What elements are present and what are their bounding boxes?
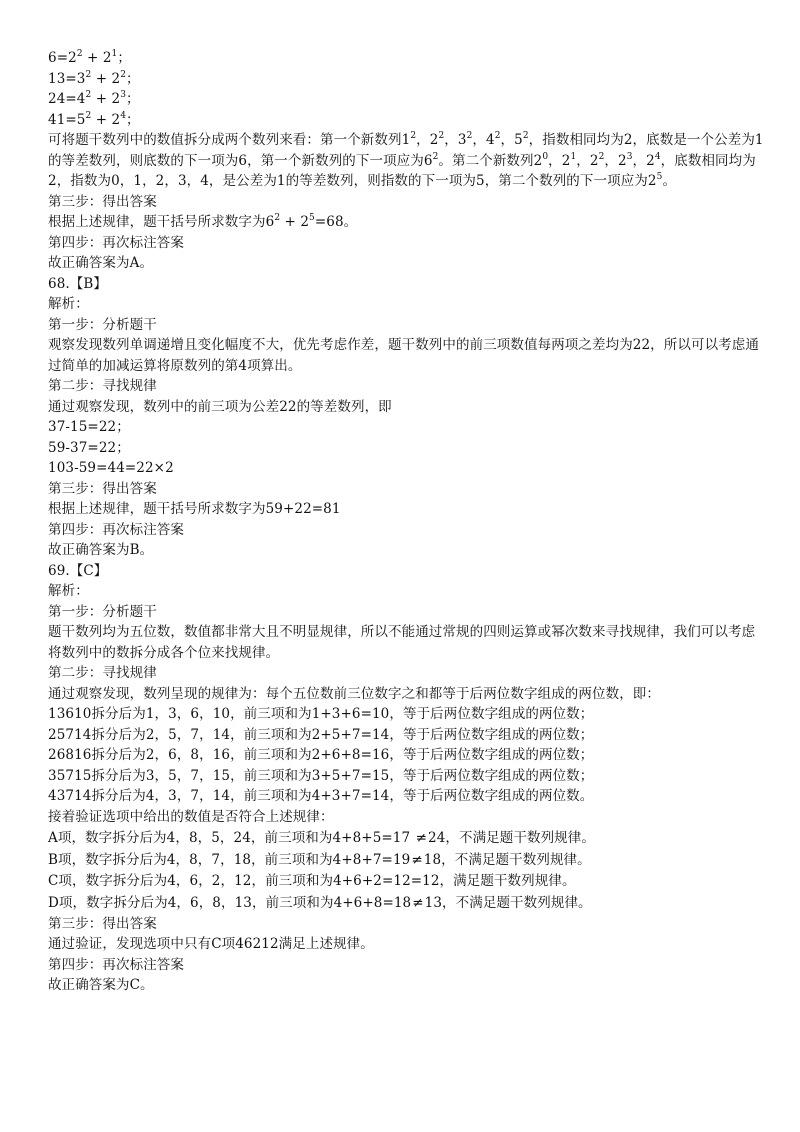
not-equal-symbol: ≠ <box>415 830 427 846</box>
text-run: 13，不满足题干数列规律。 <box>424 894 592 911</box>
text-run: 2 <box>68 50 77 66</box>
text-run: 26816拆分后为2，6，8，16，前三项和为2+6+8=16，等于后两位数字组成的两位数； <box>48 747 594 763</box>
superscript: 2 <box>76 49 83 59</box>
text-run: 69.【C】 <box>48 562 108 579</box>
text-run: + 2 <box>91 70 121 87</box>
text-run: ； <box>126 111 140 128</box>
superscript: 2 <box>85 110 92 121</box>
text-run: 第四步：再次标注答案 <box>48 234 184 251</box>
text-line <box>48 849 768 871</box>
text-line <box>48 48 768 69</box>
text-line <box>48 294 768 315</box>
text-run: 24，不满足题干数列规律。 <box>428 830 595 846</box>
text-run: 59-37=22； <box>48 439 130 456</box>
text-line <box>48 438 768 459</box>
text-run: 题干数列均为五位数，数值都非常大且不明显规律，所以不能通过常规的四则运算或幂次数来寻找规律，我们可以考虑将数列中的数拆分成各个位来找规律。 <box>48 624 756 661</box>
text-run: 通过观察发现，数列呈现的规律为：每个五位数前三位数字之和都等于后两位数字组成的两位数，即： <box>48 685 660 702</box>
superscript: 4 <box>654 151 661 162</box>
text-run: 第三步：得出答案 <box>48 480 157 497</box>
text-line <box>48 376 768 397</box>
text-run: 解析： <box>48 583 89 599</box>
superscript: 5 <box>309 213 315 223</box>
text-run: 接着验证选项中给出的数值是否符合上述规律： <box>48 808 334 825</box>
superscript: 3 <box>120 90 127 100</box>
text-line <box>48 955 768 976</box>
text-run: 可将题干数列中的数值拆分成两个数列来看：第一个新数列 <box>48 132 402 148</box>
text-run: 解析： <box>48 296 89 312</box>
text-run: 25714拆分后为2，5，7，14，前三项和为2+5+7=14，等于后两位数字组成的两位数； <box>48 726 594 743</box>
text-run: 故正确答案为C。 <box>48 977 154 993</box>
text-line <box>48 561 768 582</box>
text-run: 第四步：再次标注答案 <box>48 956 184 973</box>
text-line <box>48 233 768 254</box>
text-run: =68。 <box>314 214 358 230</box>
text-run: 6 <box>265 214 275 230</box>
text-line <box>48 499 768 520</box>
text-run: + 2 <box>91 91 121 107</box>
text-run: 通过验证，发现选项中只有C项46212满足上述规律。 <box>48 936 374 952</box>
text-run: ，2 <box>576 152 599 169</box>
text-line <box>48 520 768 541</box>
text-run: 2 <box>647 173 657 189</box>
superscript: 2 <box>432 151 439 162</box>
text-line <box>48 622 768 663</box>
text-run: 第二步：寻找规律 <box>48 665 157 681</box>
text-line <box>48 892 768 914</box>
text-run: 第四步：再次标注答案 <box>48 521 184 538</box>
text-line <box>48 458 768 479</box>
text-line <box>48 684 768 705</box>
text-run: ，3 <box>444 132 467 148</box>
superscript: 2 <box>598 151 605 162</box>
text-run: 13= <box>48 70 77 87</box>
text-run: 观察发现数列单调递增且变化幅度不大，优先考虑作差，题干数列中的前三项数值每两项之差均为22，所以可以考虑通过简单的加减运算将原数列的第4项算出。 <box>48 337 759 374</box>
text-line <box>48 725 768 746</box>
text-line <box>48 934 768 955</box>
text-run: 1 <box>401 132 411 148</box>
superscript: 2 <box>522 131 529 141</box>
text-run: 根据上述规律，题干括号所求数字为 <box>48 214 266 230</box>
text-run: 4 <box>76 91 86 107</box>
text-line <box>48 397 768 418</box>
text-run: ，2 <box>416 132 439 148</box>
text-line <box>48 130 768 192</box>
text-line <box>48 89 768 110</box>
text-run: 通过观察发现，数列中的前三项为公差22的等差数列，即 <box>48 398 392 415</box>
text-run: D项，数字拆分后为4，6，8，13，前三项和为4+6+8=18 <box>48 894 412 911</box>
text-line <box>48 663 768 684</box>
text-run: 第一步：分析题干 <box>48 316 157 333</box>
superscript: 2 <box>85 69 92 80</box>
superscript: 2 <box>438 131 445 141</box>
text-line <box>48 315 768 336</box>
text-run: 41= <box>48 111 77 128</box>
superscript: 1 <box>111 49 118 59</box>
not-equal-symbol: ≠ <box>412 894 424 911</box>
text-line <box>48 335 768 376</box>
text-run: 37-15=22； <box>48 419 130 435</box>
text-line <box>48 253 768 274</box>
superscript: 2 <box>466 131 473 141</box>
text-line <box>48 212 768 233</box>
text-run: ； <box>126 91 140 107</box>
text-line <box>48 540 768 561</box>
text-run: 35715拆分后为3，5，7，15，前三项和为3+5+7=15，等于后两位数字组成的两位数； <box>48 767 594 784</box>
superscript: 2 <box>120 69 127 80</box>
text-run: 18，不满足题干数列规律。 <box>423 852 591 868</box>
text-line <box>48 479 768 500</box>
text-line <box>48 69 768 90</box>
text-line <box>48 871 768 892</box>
text-run: ，2 <box>632 152 655 169</box>
text-run: 故正确答案为A。 <box>48 255 154 271</box>
text-run: ，2 <box>548 152 571 169</box>
text-line <box>48 417 768 438</box>
text-run: 2 <box>533 152 543 169</box>
text-line <box>48 192 768 213</box>
superscript: 0 <box>542 151 549 162</box>
text-run: ，4 <box>472 132 495 148</box>
text-run: 13610拆分后为1，3，6，10，前三项和为1+3+6=10，等于后两位数字组成的两位数； <box>48 706 594 722</box>
superscript: 2 <box>85 90 92 100</box>
superscript: 4 <box>120 110 127 121</box>
text-line <box>48 110 768 131</box>
text-line <box>48 602 768 623</box>
text-run: 第一步：分析题干 <box>48 603 157 620</box>
text-run: 68.【B】 <box>48 275 107 292</box>
text-run: 24= <box>48 91 77 107</box>
text-run: 5 <box>76 111 86 128</box>
text-run: 根据上述规律，题干括号所求数字为59+22=81 <box>48 501 341 517</box>
not-equal-symbol: ≠ <box>411 852 423 868</box>
superscript: 2 <box>494 131 501 141</box>
text-run: A项，数字拆分后为4，8，5，24，前三项和为4+8+5=17 <box>48 830 415 846</box>
text-line <box>48 807 768 828</box>
text-run: ，指数相同均为2，底数是一个公差为1的等差数列，则底数的下一项为6，第一个新数列的下一项应为 <box>48 132 764 169</box>
text-line <box>48 975 768 996</box>
superscript: 2 <box>274 213 281 223</box>
text-line <box>48 581 768 602</box>
superscript: 3 <box>626 151 633 162</box>
text-run: 第三步：得出答案 <box>48 193 157 210</box>
superscript: 2 <box>410 131 417 141</box>
document-page <box>48 48 768 996</box>
text-run: + 2 <box>280 214 310 230</box>
text-line <box>48 827 768 849</box>
text-run: 6= <box>48 50 69 66</box>
text-run: 43714拆分后为4，3，7，14，前三项和为4+3+7=14，等于后两位数字组成的两位数。 <box>48 788 594 804</box>
text-run: 。第二个新数列 <box>438 152 534 169</box>
text-run: C项，数字拆分后为4，6，2，12，前三项和为4+6+2=12=12，满足题干数列规律。 <box>48 873 576 889</box>
text-run: ，2 <box>604 152 627 169</box>
text-run: B项，数字拆分后为4，8，7，18，前三项和为4+8+7=19 <box>48 852 411 868</box>
text-run: ，底数相同均为2，指数为0，1，2，3，4，是公差为1的等差数列，则指数的下一项为5，第二个数列的下一项应为 <box>48 152 756 189</box>
text-run: ； <box>126 70 140 87</box>
text-line <box>48 704 768 725</box>
text-run: 故正确答案为B。 <box>48 542 154 558</box>
text-run: + 2 <box>82 50 112 66</box>
text-line <box>48 274 768 295</box>
text-run: 第二步：寻找规律 <box>48 378 157 394</box>
superscript: 1 <box>570 151 577 162</box>
text-line <box>48 745 768 766</box>
text-run: ； <box>117 50 131 66</box>
text-run: + 2 <box>91 111 121 128</box>
text-line <box>48 766 768 787</box>
text-run: 3 <box>76 70 86 87</box>
text-line <box>48 914 768 935</box>
text-line <box>48 786 768 807</box>
text-run: 第三步：得出答案 <box>48 915 157 932</box>
text-run: 。 <box>662 173 677 189</box>
text-run: 6 <box>423 152 433 169</box>
superscript: 5 <box>656 172 663 182</box>
text-run: ，5 <box>500 132 523 148</box>
text-run: 103-59=44=22×2 <box>48 460 174 476</box>
